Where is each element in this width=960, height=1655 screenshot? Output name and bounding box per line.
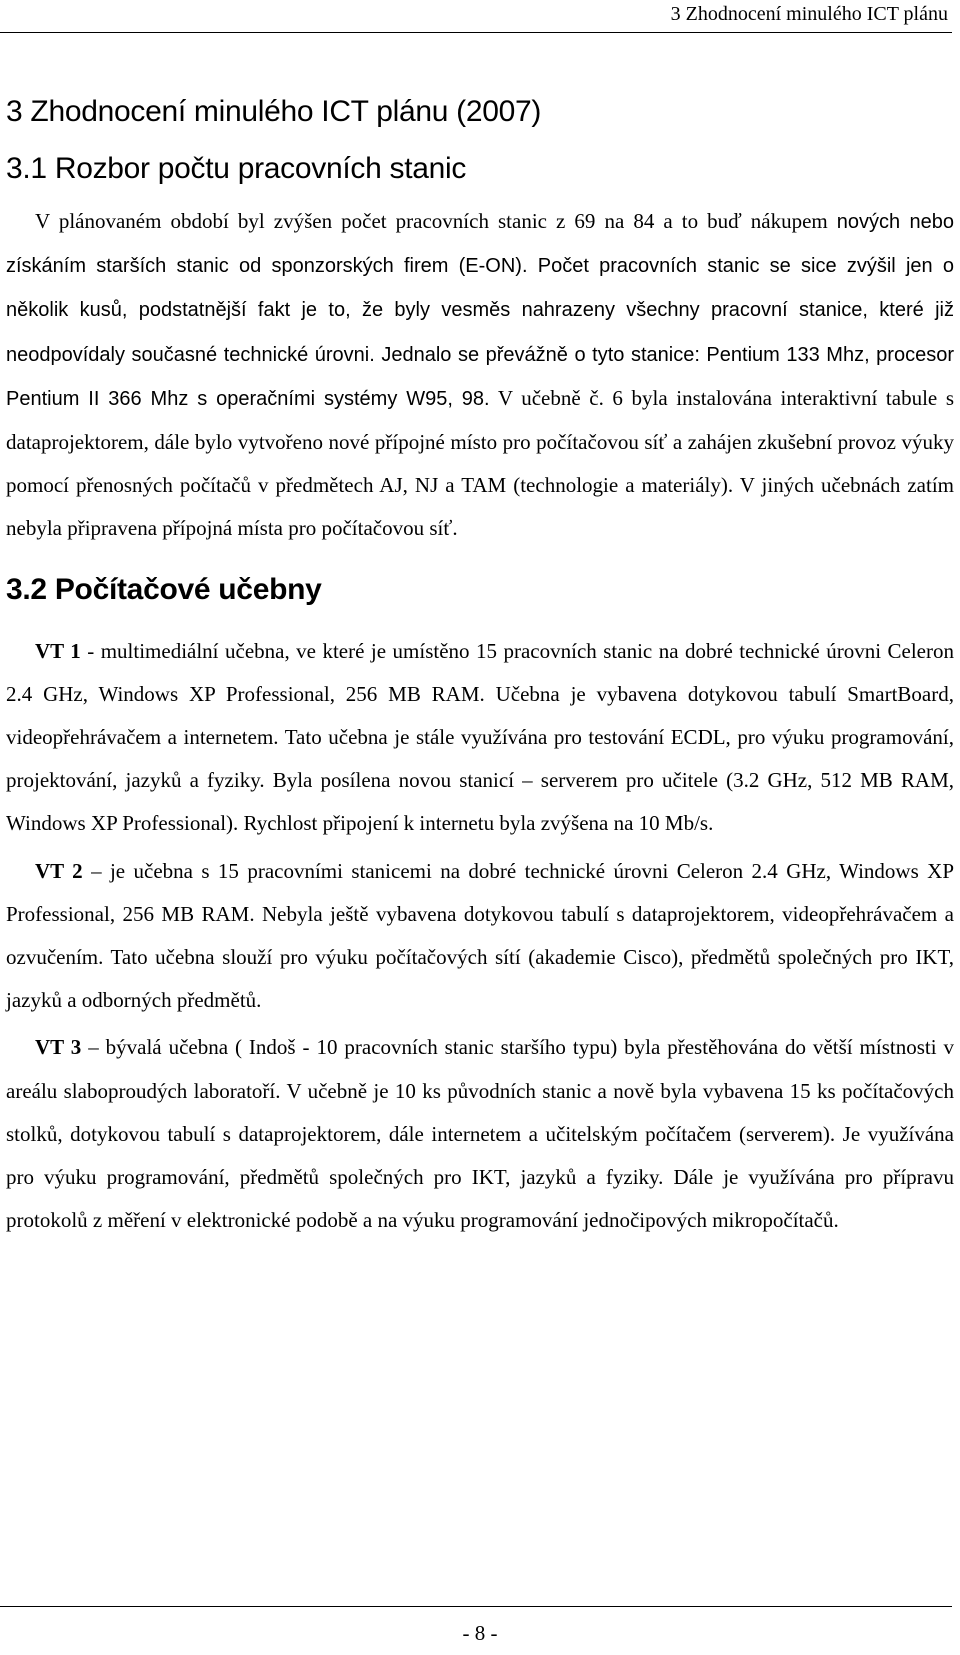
paragraph-workstations xyxy=(6,200,954,551)
paragraph-vt3 xyxy=(6,1026,954,1242)
section-heading-3-1: 3.1 Rozbor počtu pracovních stanic xyxy=(6,152,467,185)
vt3-description: – bývalá učebna ( Indoš - 10 pracovních stanic staršího typu) byla přestěhována do větší místnosti v areálu slaboproudých laboratoří. V učebně je 10 ks původních stanic a nově byla vybavena 15 ks počítačových stolků, dotykovou tabulí s dataprojektorem, dále internetem a učitelským počítačem (serverem). Je využívána pro výuku programování, předmětů společných pro IKT, jazyků a fyziky. Dále je využívána pro přípravu protokolů z měření v elektronické podobě a na výuku programování jednočipových mikropočítačů. xyxy=(6,1035,955,1233)
paragraph-vt2 xyxy=(6,850,954,1023)
paragraph-vt1 xyxy=(6,630,954,846)
page-content xyxy=(6,95,954,1242)
page-number: - 8 - xyxy=(462,1621,498,1645)
paragraph-workstations-part-1: V plánovaném období byl zvýšen počet pracovních stanic z 69 na 84 a to buď nákupem xyxy=(35,209,837,233)
header-divider xyxy=(0,32,952,33)
footer-divider xyxy=(0,1606,952,1607)
paragraph-workstations-part-2: nových nebo získáním starších stanic od sponzorských firem (E-ON). Počet pracovních stanic se sice zvýšil jen o několik kusů, podstatnější fakt je to, že byly vesměs nahrazeny všechny pracovní stanice, které již neodpovídaly současné technické úrovni. Jednalo se převážně o tyto stanice: Pentium 133 Mhz, procesor Pentium II 366 Mhz s operačními systémy W95, 98. xyxy=(6,211,954,410)
vt3-label: VT 3 xyxy=(35,1035,82,1060)
chapter-heading: 3 Zhodnocení minulého ICT plánu (2007) xyxy=(6,95,542,128)
vt1-label: VT 1 xyxy=(35,638,81,663)
running-header: 3 Zhodnocení minulého ICT plánu xyxy=(670,3,948,25)
vt1-description: - multimediální učebna, ve které je umístěno 15 pracovních stanic na dobré technické úrovni Celeron 2.4 GHz, Windows XP Professional, 256 MB RAM. Učebna je vybavena dotykovou tabulí SmartBoard, videopřehrávačem a internetem. Tato učebna je stále využívána pro testování ECDL, pro výuku programování, projektování, jazyků a fyziky. Byla posílena novou stanicí – serverem pro učitele (3.2 GHz, 512 MB RAM, Windows XP Professional). Rychlost připojení k internetu byla zvýšena na 10 Mb/s. xyxy=(6,638,954,836)
vt2-label: VT 2 xyxy=(35,858,83,883)
paragraph-workstations-part-3: V učebně č. 6 byla instalována interaktivní tabule s dataprojektorem, dále bylo vytvořeno nové přípojné místo pro počítačovou síť a zahájen zkušební provoz výuky pomocí přenosných počítačů v předmětech AJ, NJ a TAM (technologie a materiály). V jiných učebnách zatím nebyla připravena přípojná místa pro počítačovou síť. xyxy=(6,385,954,541)
section-heading-3-2: 3.2 Počítačové učebny xyxy=(6,572,322,606)
vt2-description: – je učebna s 15 pracovními stanicemi na dobré technické úrovni Celeron 2.4 GHz, Windows XP Professional, 256 MB RAM. Nebyla ještě vybavena dotykovou tabulí s dataprojektorem, videopřehrávačem a ozvučením. Tato učebna slouží pro výuku počítačových sítí (akademie Cisco), předmětů společných pro IKT, jazyků a odborných předmětů. xyxy=(6,858,954,1013)
